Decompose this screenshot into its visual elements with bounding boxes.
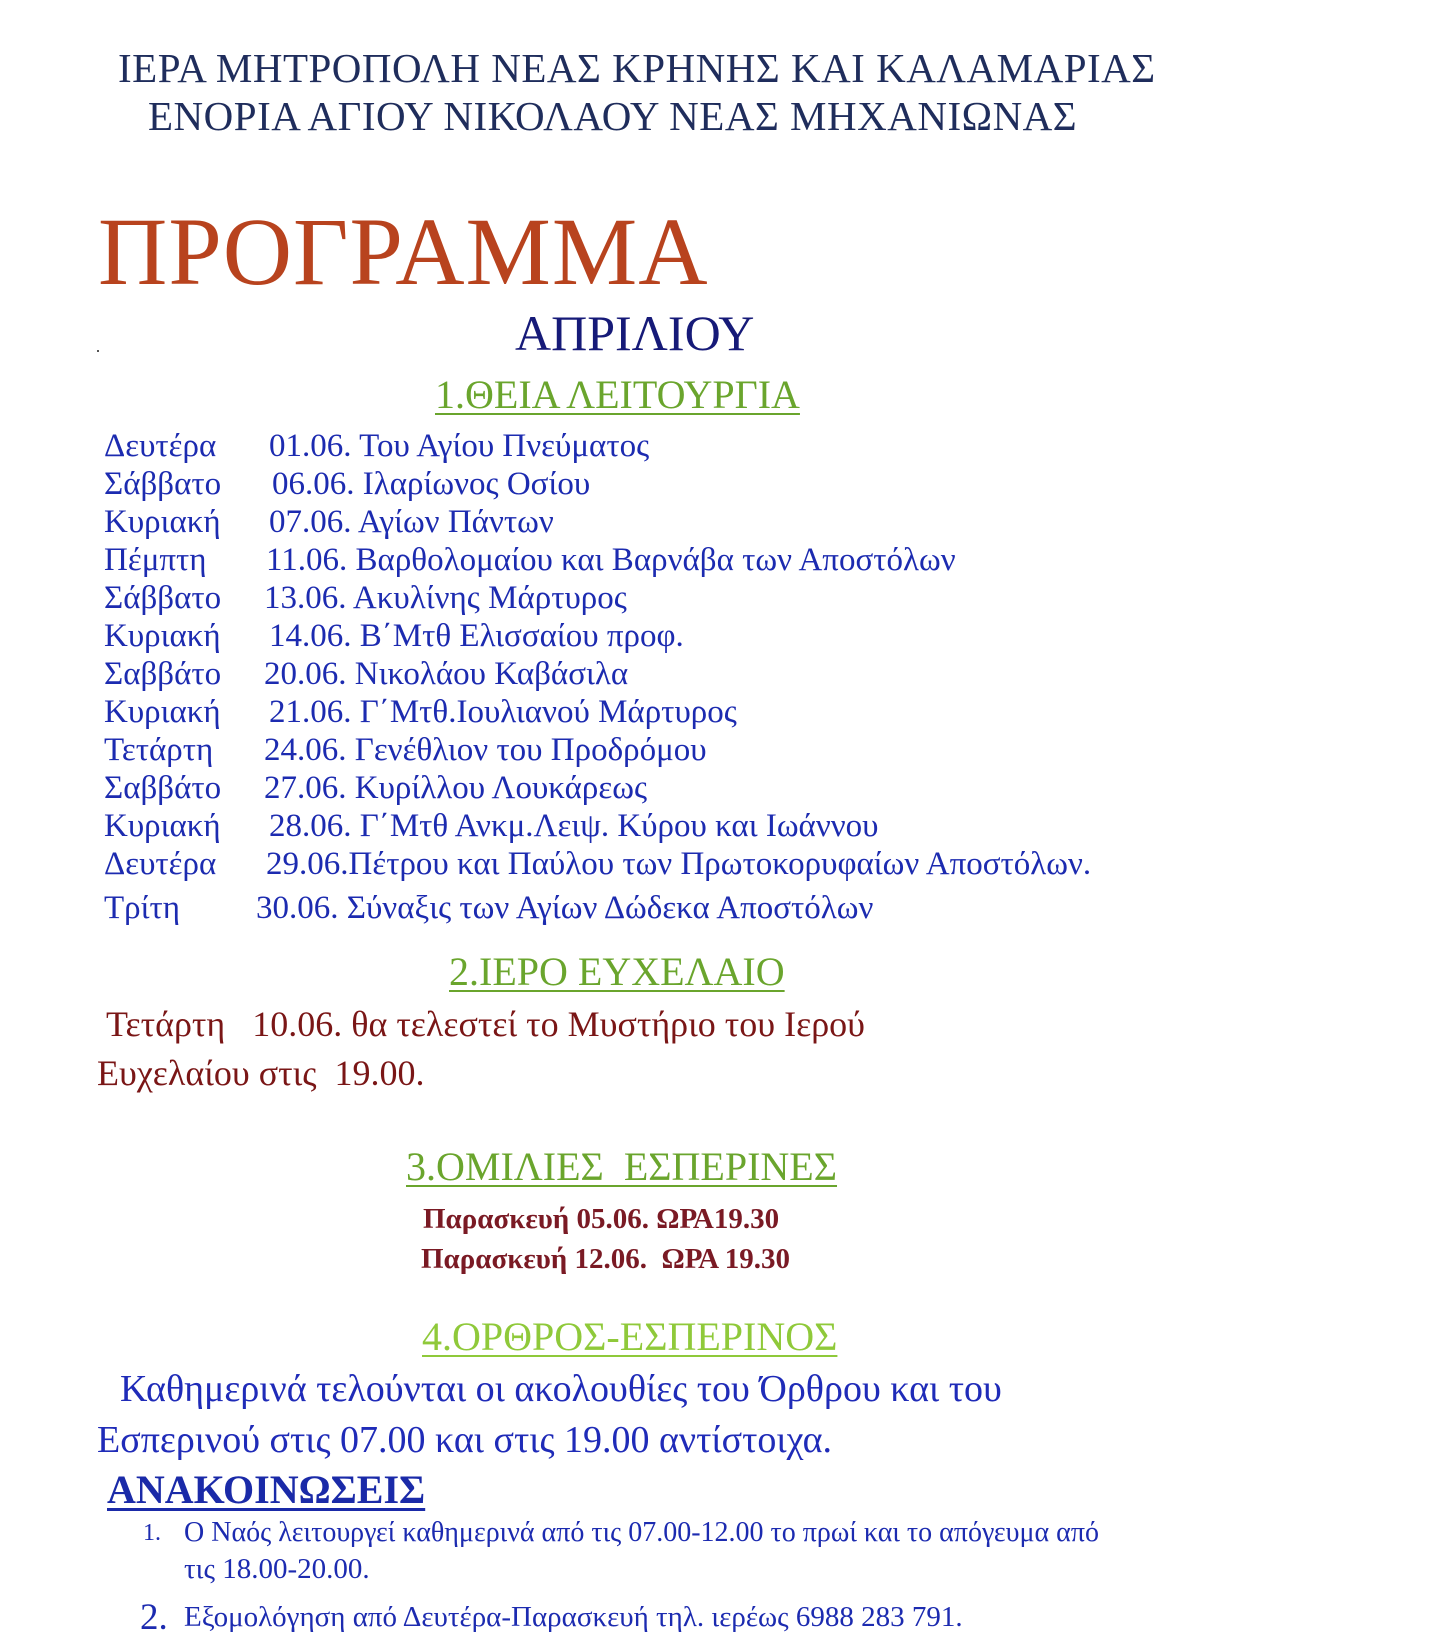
schedule-text: 14.06. Β΄Μτθ Ελισσαίου προφ. (269, 618, 684, 654)
announcement-text: τις 18.00-20.00. (184, 1553, 370, 1585)
unction-line-1: Τετάρτη 10.06. θα τελεστεί το Μυστήριο του Ιερού (106, 1004, 865, 1044)
schedule-day: Δευτέρα (104, 428, 217, 464)
stray-dot (97, 350, 99, 352)
schedule-day: Σαββάτο (104, 656, 222, 692)
schedule-row (104, 428, 650, 465)
sermons-heading: 3.ΟΜΙΛΙΕΣ ΕΣΠΕΡΙΝΕΣ (406, 1144, 838, 1189)
schedule-text: 06.06. Ιλαρίωνος Οσίου (272, 466, 591, 502)
schedule-row (104, 846, 1092, 883)
schedule-row (104, 808, 879, 845)
schedule-day: Κυριακή (104, 618, 221, 654)
schedule-day: Κυριακή (104, 808, 221, 844)
announcement-text: Εξομολόγηση από Δευτέρα-Παρασκευή τηλ. ιερέως 6988 283 791. (184, 1601, 963, 1633)
schedule-text: 13.06. Ακυλίνης Μάρτυρος (264, 580, 627, 616)
schedule-day: Κυριακή (104, 694, 221, 730)
schedule-day: Δευτέρα (104, 846, 217, 882)
schedule-row (104, 770, 648, 807)
schedule-day: Κυριακή (104, 504, 221, 540)
announcements-heading: ΑΝΑΚΟΙΝΩΣΕΙΣ (107, 1467, 426, 1512)
unction-line-2: Ευχελαίου στις 19.00. (97, 1053, 425, 1093)
schedule-text: 28.06. Γ΄Μτθ Ανκμ.Λειψ. Κύρου και Ιωάννου (269, 808, 879, 844)
sermon-line-1: Παρασκευή 05.06. ΩΡΑ19.30 (423, 1203, 780, 1235)
schedule-row (104, 694, 737, 731)
unction-heading: 2.ΙΕΡΟ ΕΥΧΕΛΑΙΟ (449, 949, 785, 994)
announcement-number: 2. (140, 1597, 168, 1638)
schedule-row (104, 890, 874, 927)
month-title: ΑΠΡΙΛΙΟΥ (515, 305, 755, 361)
schedule-text: 07.06. Αγίων Πάντων (269, 504, 554, 540)
announcement-text: Ο Ναός λειτουργεί καθημερινά από τις 07.00-12.00 το πρωί και το απόγευμα από (184, 1517, 1099, 1548)
schedule-day: Σαββάτο (104, 770, 222, 806)
matins-line-1: Καθημερινά τελούνται οι ακολουθίες του Όρθρου και του (120, 1368, 1002, 1410)
schedule-day: Πέμπτη (104, 542, 207, 578)
schedule-day: Σάββατο (104, 580, 222, 616)
schedule-row (104, 732, 707, 769)
schedule-text: 11.06. Βαρθολομαίου και Βαρνάβα των Αποστόλων (266, 542, 956, 578)
schedule-row (104, 656, 629, 693)
schedule-row (104, 580, 627, 617)
schedule-row (104, 542, 956, 579)
sermon-line-2: Παρασκευή 12.06. ΩΡΑ 19.30 (421, 1243, 790, 1275)
program-title: ΠΡΟΓΡΑΜΜΑ (98, 198, 709, 305)
matins-line-2: Εσπερινού στις 07.00 και στις 19.00 αντίστοιχα. (97, 1419, 833, 1461)
schedule-text: 21.06. Γ΄Μτθ.Ιουλιανού Μάρτυρος (269, 694, 737, 730)
metropolis-header: ΙΕΡΑ ΜΗΤΡΟΠΟΛΗ ΝΕΑΣ ΚΡΗΝΗΣ ΚΑΙ ΚΑΛΑΜΑΡΙΑΣ (118, 45, 1156, 91)
schedule-row (104, 504, 554, 541)
schedule-day: Τρίτη (104, 890, 181, 926)
schedule-day: Σάββατο (104, 466, 222, 502)
schedule-text: 01.06. Του Αγίου Πνεύματος (269, 428, 650, 464)
schedule-row (104, 618, 684, 655)
schedule-text: 20.06. Νικολάου Καβάσιλα (264, 656, 629, 692)
announcement-number: 1. (143, 1520, 161, 1546)
schedule-text: 24.06. Γενέθλιον του Προδρόμου (264, 732, 707, 768)
schedule-row (104, 466, 591, 503)
liturgy-heading: 1.ΘΕΙΑ ΛΕΙΤΟΥΡΓΙΑ (435, 372, 800, 417)
schedule-day: Τετάρτη (104, 732, 214, 768)
schedule-text: 27.06. Κυρίλλου Λουκάρεως (264, 770, 648, 806)
parish-header: ΕΝΟΡΙΑ ΑΓΙΟΥ ΝΙΚΟΛΑΟΥ ΝΕΑΣ ΜΗΧΑΝΙΩΝΑΣ (148, 93, 1078, 139)
matins-heading: 4.ΟΡΘΡΟΣ-ΕΣΠΕΡΙΝΟΣ (422, 1314, 838, 1359)
schedule-text: 30.06. Σύναξις των Αγίων Δώδεκα Αποστόλων (256, 890, 874, 926)
schedule-text: 29.06.Πέτρου και Παύλου των Πρωτοκορυφαίων Αποστόλων. (266, 846, 1092, 882)
